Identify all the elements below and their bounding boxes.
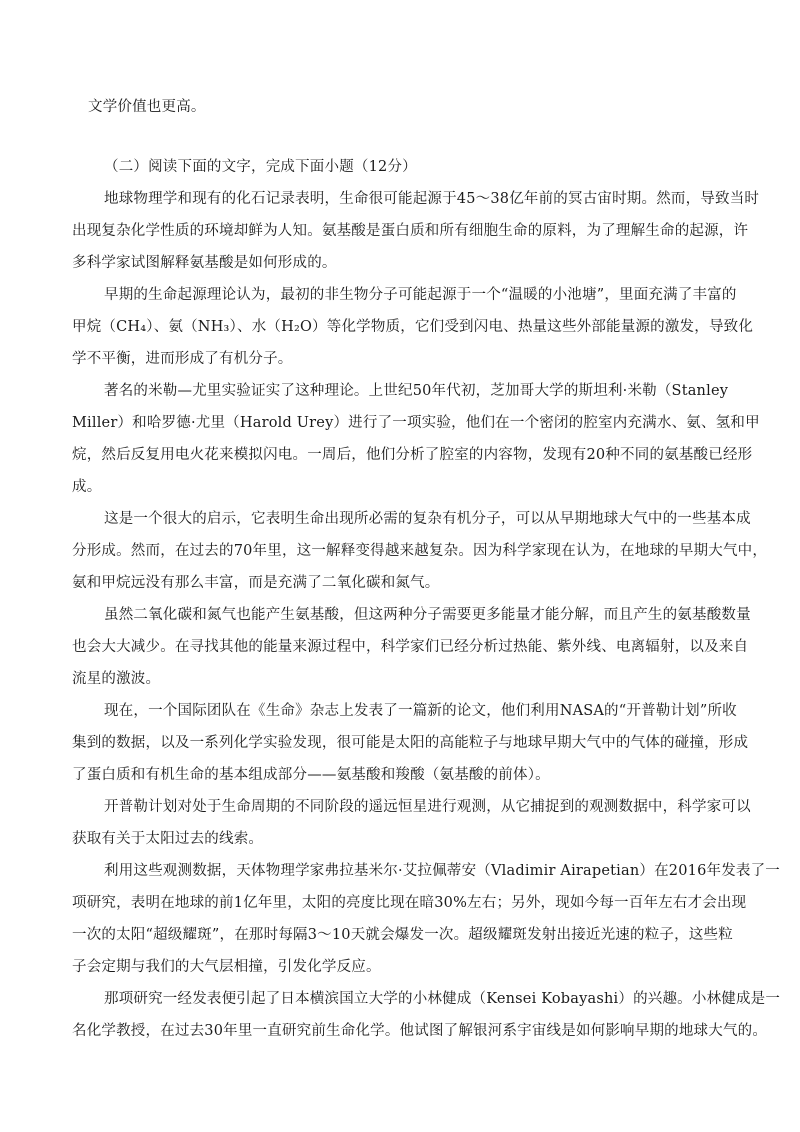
paragraph-line: 氨和甲烷远没有那么丰富，而是充满了二氧化碳和氮气。: [72, 575, 440, 591]
paragraph-line: 也会大大减少。在寻找其他的能量来源过程中，科学家们已经分析过热能、紫外线、电离辐射，以及来自: [72, 639, 749, 655]
paragraph-line: 学不平衡，进而形成了有机分子。: [72, 351, 293, 367]
text-line-continuation: 文学价值也更高。: [88, 99, 206, 115]
paragraph-line: 烷，然后反复用电火花来模拟闪电。一周后，他们分析了腔室的内容物，发现有20种不同的氨基酸已经形: [72, 447, 753, 463]
paragraph-line: 多科学家试图解释氨基酸是如何形成的。: [72, 255, 337, 271]
paragraph-line: 流星的激波。: [72, 671, 161, 687]
paragraph-line: 一次的太阳“超级耀斑”，在那时每隔3～10天就会爆发一次。超级耀斑发射出接近光速的粒子，这些粒: [72, 927, 733, 943]
paragraph-line: 开普勒计划对处于生命周期的不同阶段的遥远恒星进行观测，从它捕捉到的观测数据中，科学家可以: [104, 799, 751, 815]
paragraph-line: 了蛋白质和有机生命的基本组成部分——氨基酸和羧酸（氨基酸的前体）。: [72, 767, 550, 783]
paragraph-line: 著名的米勒—尤里实验证实了这种理论。上世纪50年代初，芝加哥大学的斯坦利·米勒（Stanley: [104, 383, 729, 399]
paragraph-line: 甲烷（CH₄）、氨（NH₃）、水（H₂O）等化学物质，它们受到闪电、热量这些外部能量源的激发，导致化: [72, 319, 754, 335]
paragraph-line: 出现复杂化学性质的环境却鲜为人知。氨基酸是蛋白质和所有细胞生命的原料，为了理解生命的起源，许: [72, 223, 749, 239]
paragraph-line: 早期的生命起源理论认为，最初的非生物分子可能起源于一个“温暖的小池塘”，里面充满了丰富的: [104, 287, 737, 303]
paragraph-line: Miller）和哈罗德·尤里（Harold Urey）进行了一项实验，他们在一个密闭的腔室内充满水、氨、氢和甲: [72, 415, 760, 431]
section-heading: （二）阅读下面的文字，完成下面小题（12分）: [104, 159, 417, 175]
paragraph-line: 集到的数据，以及一系列化学实验发现，很可能是太阳的高能粒子与地球早期大气中的气体的碰撞，形成: [72, 735, 749, 751]
paragraph-line: 那项研究一经发表便引起了日本横滨国立大学的小林健成（Kensei Kobayashi）的兴趣。小林健成是一: [104, 991, 781, 1007]
paragraph-line: 现在，一个国际团队在《生命》杂志上发表了一篇新的论文，他们利用NASA的“开普勒计划”所收: [104, 703, 737, 719]
paragraph-line: 项研究，表明在地球的前1亿年里，太阳的亮度比现在暗30%左右；另外，现如今每一百年左右才会出现: [72, 895, 747, 911]
paragraph-line: 获取有关于太阳过去的线索。: [72, 831, 264, 847]
paragraph-line: 成。: [72, 479, 102, 495]
paragraph-line: 名化学教授，在过去30年里一直研究前生命化学。他试图了解银河系宇宙线是如何影响早期的地球大气的。: [72, 1023, 768, 1039]
paragraph-line: 子会定期与我们的大气层相撞，引发化学反应。: [72, 959, 381, 975]
paragraph-line: 分形成。然而，在过去的70年里，这一解释变得越来越复杂。因为科学家现在认为，在地球的早期大气中，: [72, 543, 768, 559]
paragraph-line: 地球物理学和现有的化石记录表明，生命很可能起源于45～38亿年前的冥古宙时期。然而，导致当时: [104, 191, 760, 207]
paragraph-line: 利用这些观测数据，天体物理学家弗拉基米尔·艾拉佩蒂安（Vladimir Airapetian）在2016年发表了一: [104, 863, 781, 879]
paragraph-line: 虽然二氧化碳和氮气也能产生氨基酸，但这两种分子需要更多能量才能分解，而且产生的氨基酸数量: [104, 607, 751, 623]
paragraph-line: 这是一个很大的启示，它表明生命出现所必需的复杂有机分子，可以从早期地球大气中的一些基本成: [104, 511, 751, 527]
